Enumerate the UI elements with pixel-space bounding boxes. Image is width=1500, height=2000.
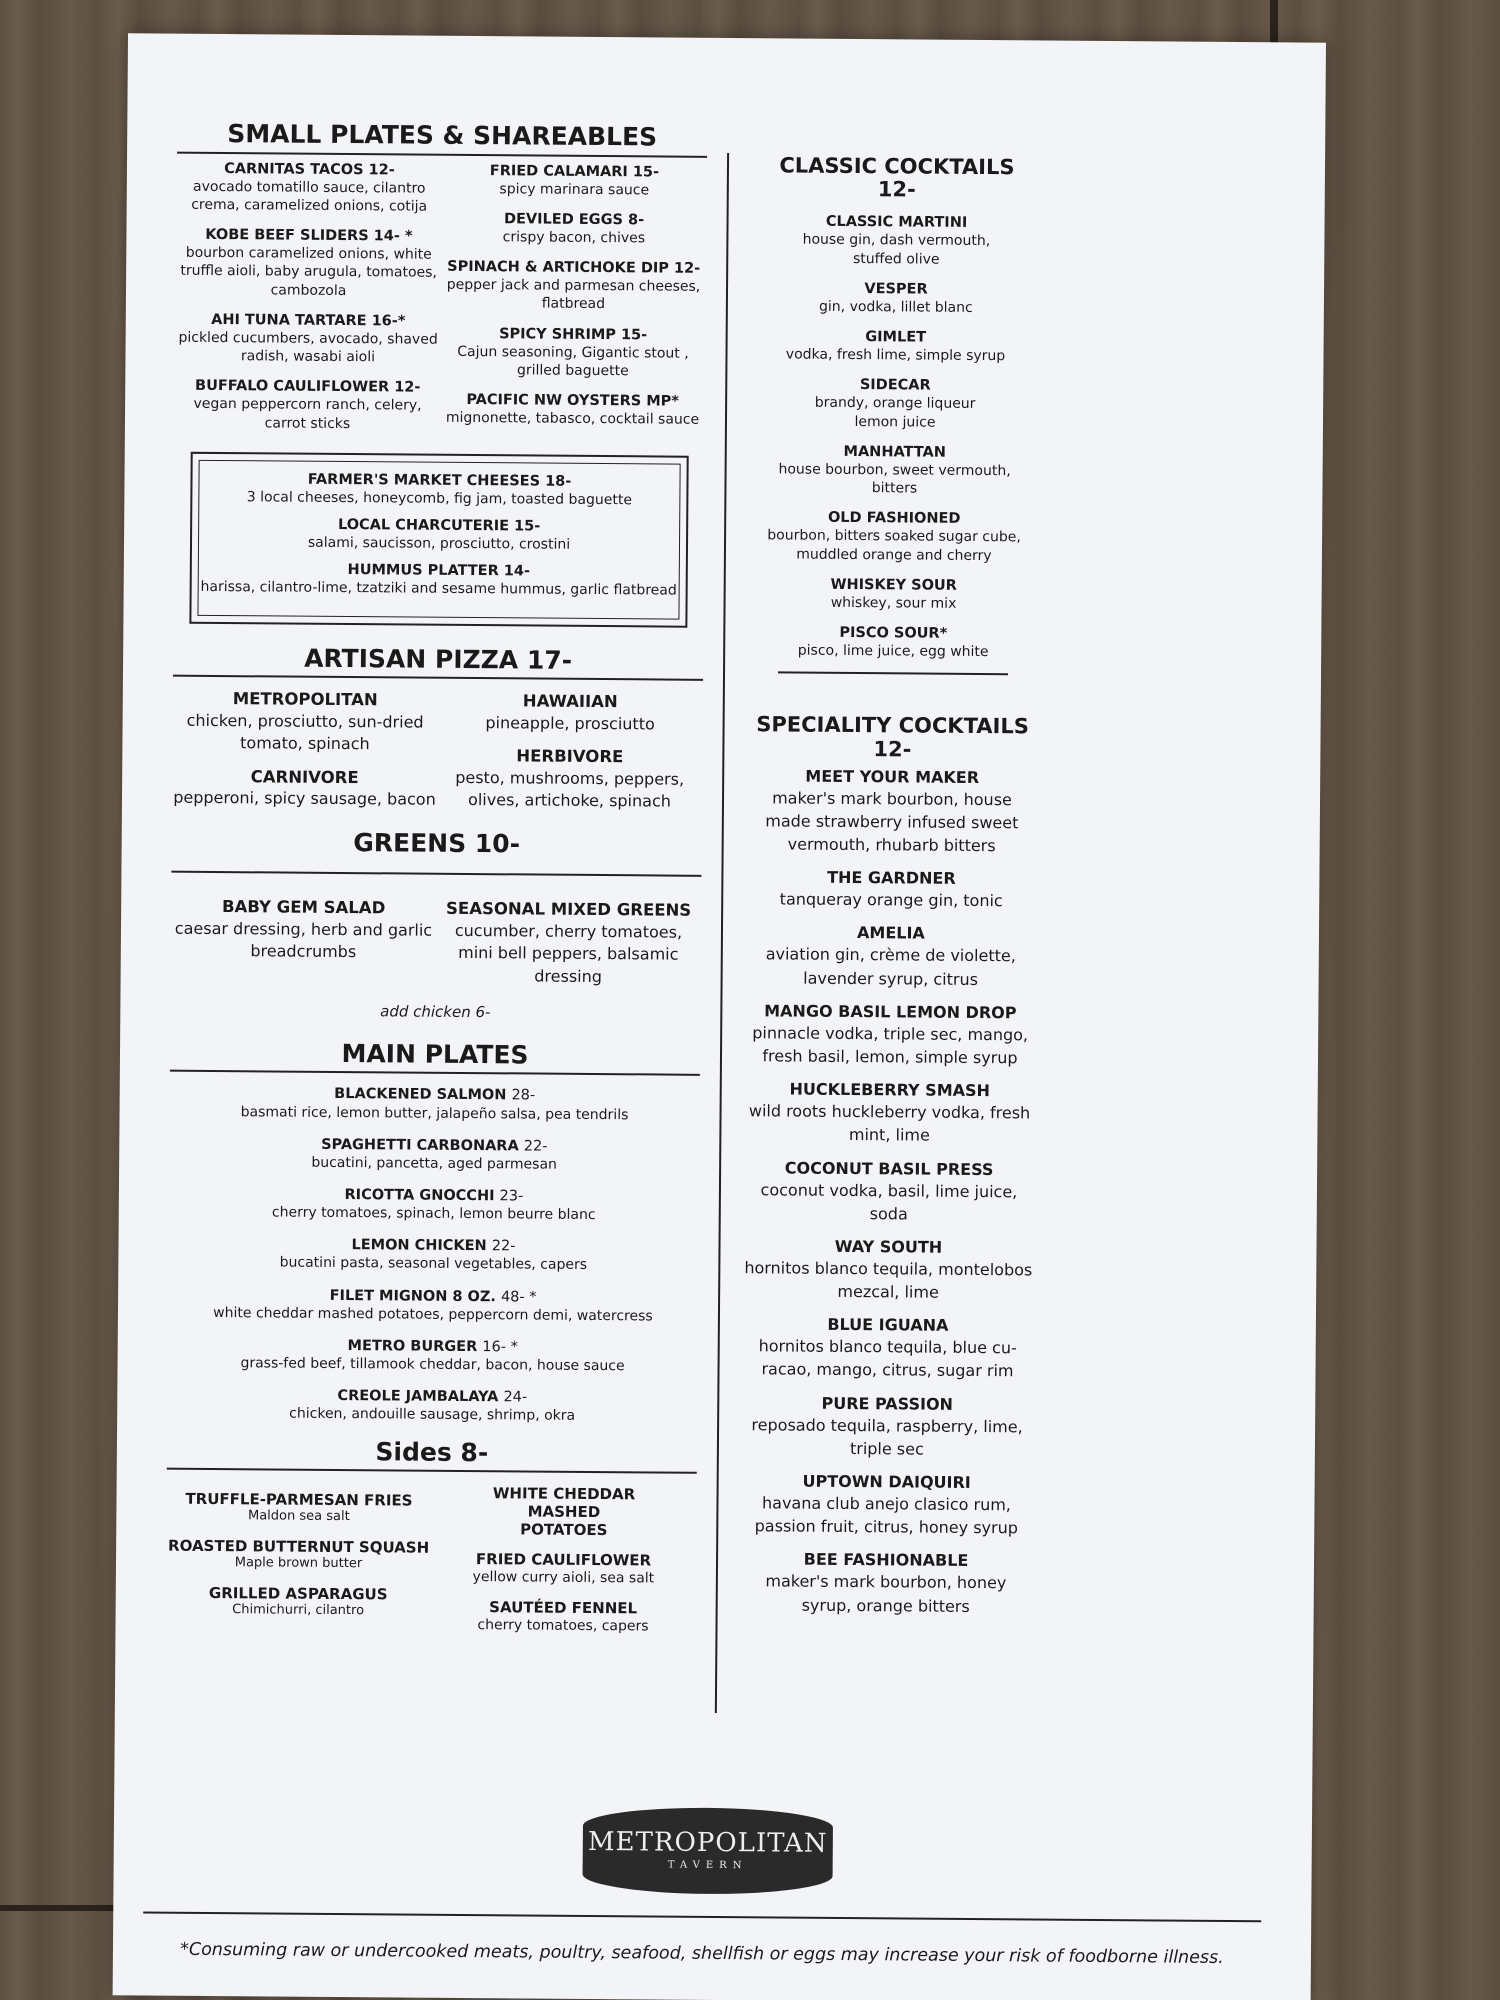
table-seam [0,1905,130,1911]
item-desc: bourbon caramelized onions, white truffle aioli, baby arugula, tomatoes, cambozola [180,244,437,299]
menu-item [744,1158,1035,1227]
item-name: METRO BURGER 16- * [347,1338,518,1356]
item-name: PACIFIC NW OYSTERS MP* [466,392,679,410]
item-name: FRIED CALAMARI 15- [489,162,660,180]
item-name: BLUE IGUANA [827,1315,949,1336]
metropolitan-tavern-logo [582,1807,833,1895]
item-name: LEMON CHICKEN 22- [351,1237,516,1255]
item-name: MANGO BASIL LEMON DROP [764,1001,1017,1023]
item-desc: vegan peppercorn ranch, celery, carrot sticks [193,396,422,432]
item-name: SPINACH & ARTICHOKE DIP 12- [447,258,701,277]
menu-item [749,509,1039,566]
item-name: THE GARDNER [827,868,956,889]
item-desc: wild roots huckleberry vodka, fresh mint, lime [748,1101,1031,1145]
item-desc: aviation gin, crème de violette, lavender syrup, citrus [765,944,1016,989]
item-desc: hornitos blanco tequila, blue cu-racao, mango, citrus, sugar rim [758,1336,1017,1381]
item-desc: Cajun seasoning, Gigantic stout , grilled baguette [457,343,689,380]
item-name: UPTOWN DAIQUIRI [802,1471,971,1492]
menu-item [441,210,706,248]
main-plates-list [167,1084,700,1426]
item-name: BLACKENED SALMON 28- [334,1086,536,1104]
menu-item [745,1001,1036,1070]
menu-item [166,1490,431,1527]
menu-item [744,1079,1035,1148]
menu-item [742,1314,1033,1383]
item-name: SPICY SHRIMP 15- [499,325,648,344]
menu-item [192,515,686,555]
column-divider [715,153,729,1713]
menu-item [166,1537,431,1574]
item-desc: gin, vodka, lillet blanc [818,298,973,316]
menu-item [192,560,686,600]
main-plates-title: MAIN PLATES [341,1038,529,1070]
item-name: PURE PASSION [821,1393,954,1414]
item-desc: pesto, mushrooms, peppers, olives, artichoke, spinach [455,767,685,811]
item-name: GIMLET [865,329,927,346]
item-name: CARNITAS TACOS 12- [224,160,395,178]
item-desc: brandy, orange liqueur lemon juice [814,395,976,431]
menu-item [171,897,437,964]
small-plates-right [440,161,707,447]
classic-cocktails-title: CLASSIC COCKTAILS [779,153,1015,180]
menu-item [746,867,1036,912]
item-desc: havana club anejo clasico rum, passion fruit, citrus, honey syrup [754,1493,1018,1538]
menu-item [751,212,1041,269]
small-plates-title: SMALL PLATES & SHAREABLES [227,119,658,152]
item-desc: coconut vodka, basil, lime juice, soda [760,1179,1018,1224]
item-desc: bucatini pasta, seasonal vegetables, capers [279,1254,588,1274]
item-desc: Maple brown butter [234,1555,363,1572]
item-name: COCONUT BASIL PRESS [784,1157,994,1179]
item-desc: pinnacle vodka, triple sec, mango, fresh basil, lemon, simple syrup [752,1022,1029,1068]
item-desc: cucumber, cherry tomatoes, mini bell peppers, balsamic dressing [454,920,683,986]
divider [167,1468,697,1474]
item-name: SEASONAL MIXED GREENS [446,898,692,920]
item-name: FILET MIGNON 8 OZ. 48- * [329,1287,537,1306]
item-name: WHITE CHEDDAR MASHED POTATOES [492,1484,636,1540]
item-name: FRIED CAULIFLOWER [475,1550,652,1570]
item-desc: maker's mark bourbon, house made strawberry infused sweet vermouth, rhubarb bitters [765,788,1019,856]
sides-right [430,1484,696,1648]
item-name: WHISKEY SOUR [830,576,957,594]
item-name: PISCO SOUR* [839,625,948,642]
item-desc: white cheddar mashed potatoes, peppercorn demi, watercress [213,1304,653,1325]
item-desc: hornitos blanco tequila, montelobos mezcal, lime [744,1258,1033,1302]
menu-item [169,1185,699,1225]
item-name: SAUTÉED FENNEL [489,1598,638,1618]
menu-item [430,1598,695,1636]
item-name: VESPER [864,280,928,298]
menu-item [168,1285,698,1325]
pizza-right [437,691,703,825]
menu-item [751,279,1041,318]
menu-item [167,1386,697,1426]
greens-title: GREENS 10- [353,827,521,859]
item-desc: chicken, andouille sausage, shrimp, okra [289,1406,576,1425]
item-desc: cherry tomatoes, spinach, lemon beurre blanc [271,1204,596,1224]
menu-item [441,258,706,315]
menu-item [437,746,703,813]
divider [778,672,1008,676]
item-desc: bourbon, bitters soaked sugar cube, muddled orange and cherry [767,527,1021,564]
speciality-cocktails-price: 12- [873,736,912,762]
item-desc: pineapple, prosciutto [485,712,655,734]
item-desc: Maldon sea salt [247,1508,350,1525]
left-column [165,120,707,1649]
menu-item [177,159,442,216]
item-desc: yellow curry aioli, sea salt [472,1569,655,1587]
menu-item [748,623,1038,662]
item-desc: cherry tomatoes, capers [477,1617,649,1635]
menu-item [175,310,440,367]
menu-item [440,324,705,381]
menu-item [743,1236,1034,1305]
menu-item [438,691,703,736]
item-desc: bucatini, pancetta, aged parmesan [311,1154,557,1173]
item-name: KOBE BEEF SLIDERS 14- * [205,226,413,245]
item-name: LOCAL CHARCUTERIE 15- [337,516,541,535]
item-name: AMELIA [857,923,925,943]
item-name: CLASSIC MARTINI [825,213,968,232]
item-desc: house bourbon, sweet vermouth, bitters [778,461,1011,497]
pizza-left [172,689,438,823]
item-desc: reposado tequila, raspberry, lime, triple sec [751,1414,1023,1459]
menu-item [172,766,437,811]
menu-item [750,376,1040,433]
greens-grid [170,897,701,1001]
right-column [741,154,1043,1630]
item-name: CARNIVORE [250,766,359,787]
item-name: MANHATTAN [843,443,947,461]
small-plates-left [175,159,442,445]
menu-item [750,327,1040,366]
item-name: AHI TUNA TARTARE 16-* [211,311,406,330]
item-desc: pepper jack and parmesan cheeses, flatbread [446,277,701,313]
item-name: HUCKLEBERRY SMASH [789,1079,991,1101]
menu-item [166,1584,431,1621]
item-desc: harissa, cilantro-lime, tzatziki and sesame hummus, garlic flatbread [200,579,677,600]
item-name: SIDECAR [859,377,931,394]
item-name: ROASTED BUTTERNUT SQUASH [168,1536,430,1557]
item-desc: maker's mark bourbon, honey syrup, orange bitters [765,1571,1007,1616]
item-name: RICOTTA GNOCCHI 23- [344,1187,524,1205]
greens-left [170,897,436,999]
menu-item [748,575,1038,614]
item-name: GRILLED ASPARAGUS [208,1583,388,1604]
menu-item [175,377,440,434]
item-desc: spicy marinara sauce [499,180,650,199]
shareables-box [189,451,688,627]
menu-item [168,1235,698,1275]
menu-item [747,766,1038,858]
pizza-title: ARTISAN PIZZA 17- [304,643,573,675]
menu-sheet [113,33,1326,2000]
divider [171,871,701,877]
sides-left [165,1482,431,1646]
divider [170,1070,700,1076]
item-name: OLD FASHIONED [827,510,961,528]
item-desc: mignonette, tabasco, cocktail sauce [445,410,700,429]
item-desc: basmati rice, lemon butter, jalapeño salsa, pea tendrils [240,1103,629,1123]
menu-item [192,470,686,510]
small-plates-grid [175,159,707,447]
divider [143,1911,1261,1922]
item-name: SPAGHETTI CARBONARA 22- [321,1136,548,1155]
menu-item [742,1393,1033,1462]
menu-item [741,1471,1032,1540]
menu-item [172,689,438,756]
logo-main-text: METROPOLITAN [587,1826,828,1859]
item-desc: caesar dressing, herb and garlic breadcrumbs [174,918,433,962]
menu-item [442,161,707,199]
item-name: BABY GEM SALAD [221,897,386,918]
menu-item [440,391,705,429]
menu-item [749,442,1039,499]
item-name: TRUFFLE-PARMESAN FRIES [185,1489,413,1510]
item-name: HUMMUS PLATTER 14- [347,562,531,580]
item-desc: pepperoni, spicy sausage, bacon [173,787,436,809]
menu-item [431,1550,696,1588]
item-name: BEE FASHIONABLE [803,1550,969,1571]
item-name: METROPOLITAN [232,689,378,710]
item-name: HERBIVORE [516,746,624,767]
item-desc: avocado tomatillo sauce, cilantro crema, caramelized onions, cotija [191,178,428,215]
item-desc: tanqueray orange gin, tonic [779,889,1003,911]
menu-item [169,1084,699,1124]
menu-item [169,1134,699,1174]
item-name: MEET YOUR MAKER [805,766,980,787]
divider [173,675,703,681]
sides-grid [165,1482,696,1649]
item-name: FARMER'S MARKET CHEESES 18- [307,471,572,490]
item-desc: pisco, lime juice, egg white [797,642,989,661]
item-desc: crispy bacon, chives [502,229,646,247]
classic-cocktails-list [748,212,1042,662]
item-desc: salami, saucisson, prosciutto, crostini [307,534,571,553]
menu-item [746,923,1037,992]
classic-cocktails-price: 12- [877,177,916,202]
item-desc: 3 local cheeses, honeycomb, fig jam, toasted baguette [246,489,633,509]
divider [177,151,707,157]
item-name: HAWAIIAN [522,691,618,712]
item-desc: grass-fed beef, tillamook cheddar, bacon, house sauce [240,1355,625,1375]
item-desc: house gin, dash vermouth, stuffed olive [802,231,991,268]
menu-item [431,1484,696,1540]
item-name: CREOLE JAMBALAYA 24- [337,1388,528,1406]
menu-item [168,1336,698,1376]
greens-right [435,899,701,1001]
logo-sub-text: TAVERN [667,1859,748,1872]
speciality-cocktails-title: SPECIALITY COCKTAILS [756,712,1029,739]
menu-item [741,1550,1032,1619]
pizza-grid [172,689,703,826]
speciality-cocktails-list [741,766,1038,1618]
item-name: BUFFALO CAULIFLOWER 12- [194,378,421,396]
item-name: WAY SOUTH [834,1236,943,1257]
food-safety-disclaimer: *Consuming raw or undercooked meats, poultry, seafood, shellfish or eggs may increase your risk of foodborne illness. [180,1939,1224,1968]
sides-title: Sides 8- [375,1436,489,1467]
item-name: DEVILED EGGS 8- [503,211,645,229]
menu-item [436,899,702,989]
item-desc: vodka, fresh lime, simple syrup [785,346,1006,365]
menu-item [176,226,442,301]
item-desc: whiskey, sour mix [830,594,957,612]
greens-note: add chicken 6- [380,1002,491,1022]
item-desc: pickled cucumbers, avocado, shaved radish, wasabi aioli [178,329,438,366]
item-desc: chicken, prosciutto, sun-dried tomato, spinach [186,710,424,754]
item-desc: Chimichurri, cilantro [232,1602,365,1619]
